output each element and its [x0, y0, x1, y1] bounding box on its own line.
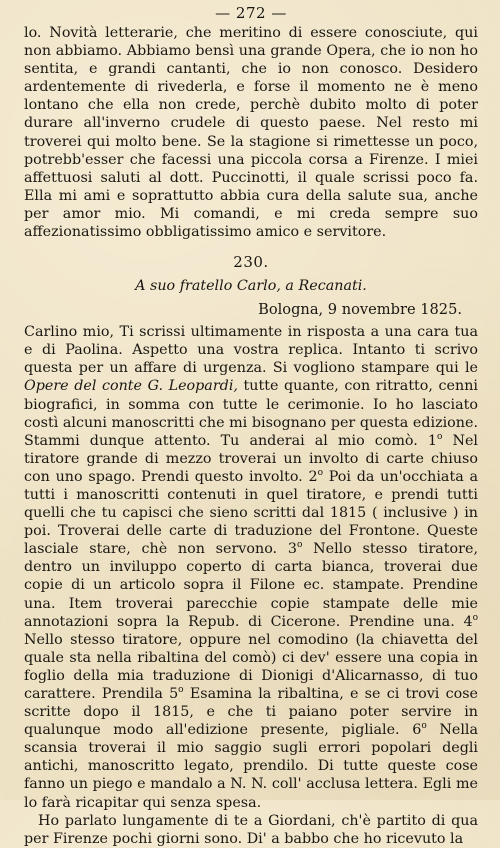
- letter-closing-paragraph: Ho parlato lungamente di te a Giordani, ch'è partito di qua per Firenze pochi giorni sono. Di' a babbo che ho ricevuto la: [24, 812, 478, 847]
- letter-body-paragraph: [24, 323, 478, 812]
- letter-text-segment: Nello stesso tiratore, dentro un inviluppo coperto di carta bianca, troverai due copie di un articolo sopra il Filone ec. stampate. Prendine una. Item troverai parecchie copie stampate delle mie annotazioni sopra la Repub. di Cicerone. Prendine una. 4: [24, 541, 478, 630]
- letter-text-segment: Nello stesso tiratore, oppure nel comodino (la chiavetta del quale sta nella ribaltina del comò) ci dev' essere una copia in foglio della mia traduzione di Dionigi d'Alicarnasso, di tuo carattere. Prendila 5: [24, 631, 478, 702]
- page-number: — 272 —: [215, 4, 287, 22]
- ordinal-marker: o: [317, 468, 324, 479]
- letter-text-segment: Poi da un'occhiata a tutti i manoscritti contenuti in quel tiratore, e prendi tutti quelli che tu capisci che sieno scritti dal 1815 ( inclusive ) in poi. Troverai delle carte di traduzione del Frontone. Queste lasciale stare, chè non servono. 3: [24, 468, 478, 558]
- italic-book-title: Opere del conte G. Leopardi,: [24, 378, 238, 395]
- ordinal-marker: o: [472, 612, 478, 623]
- letter-text-segment: Nella scansia troverai il mio saggio sugli errori popolari degli antichi, manoscritto legato, prendilo. Di tutte queste cose fanno un piego e mandalo a N. N. coll' acclusa lettera. Egli me lo farà ricapitar qui senza spesa.: [24, 722, 478, 811]
- ordinal-marker: o: [436, 431, 443, 442]
- letter-text-segment: tutte quante, con ritratto, cenni biografici, in somma con tutte le cerimonie. Io ho lasciato costì alcuni manoscritti che mi bisognano per questa edizione. Stammi dunque attento. Tu anderai al mio comò. 1: [24, 378, 478, 449]
- letter-text-segment: Esamina la ribaltina, e se ci trovi cose scritte dopo il 1815, e che ti paiano poter servire in qualunque modo all'edizione presente, pigliale. 6: [24, 686, 478, 739]
- continued-letter-paragraph: lo. Novità letterarie, che meritino di essere conosciute, qui non abbiamo. Abbiamo bensì una grande Opera, che io non ho sentita, e grandi cantanti, che io non conosco. Desidero ardentemente di rivederla, e forse il momento ne è meno lontano che ella non crede, perchè dubito molto di poter durare all'inverno crudele di questo paese. Nel resto mi troverei qui molto bene. Se la stagione si rimettesse un poco, potrebb'esser che facessi una piccola corsa a Firenze. I miei affettuosi saluti al dott. Puccinotti, il quale scrissi poco fa. Ella mi ami e soprattutto abbia cura della salute sua, anche per amor mio. Mi comandi, e mi creda sempre suo affezionatissimo obbligatissimo amico e servitore.: [24, 25, 478, 241]
- ordinal-marker: o: [421, 721, 427, 732]
- letter-address: A suo fratello Carlo, a Recanati.: [135, 278, 367, 295]
- ordinal-marker: o: [296, 540, 303, 551]
- page-body: [24, 24, 478, 848]
- ordinal-marker: o: [178, 685, 184, 696]
- letter-text-segment: Carlino mio, Ti scrissi ultimamente in risposta a una cara tua e di Paolina. Aspetto una vostra replica. Intanto ti scrivo questa per un affare di urgenza. Si vogliono stampare qui le: [24, 324, 478, 377]
- letter-number: 230.: [233, 253, 269, 272]
- letter-date: Bologna, 9 novembre 1825.: [258, 301, 462, 319]
- letter-text-segment: Nel tiratore grande di mezzo troverai un involto di carte chiuso con uno spago. Prendi questo involto. 2: [24, 432, 478, 485]
